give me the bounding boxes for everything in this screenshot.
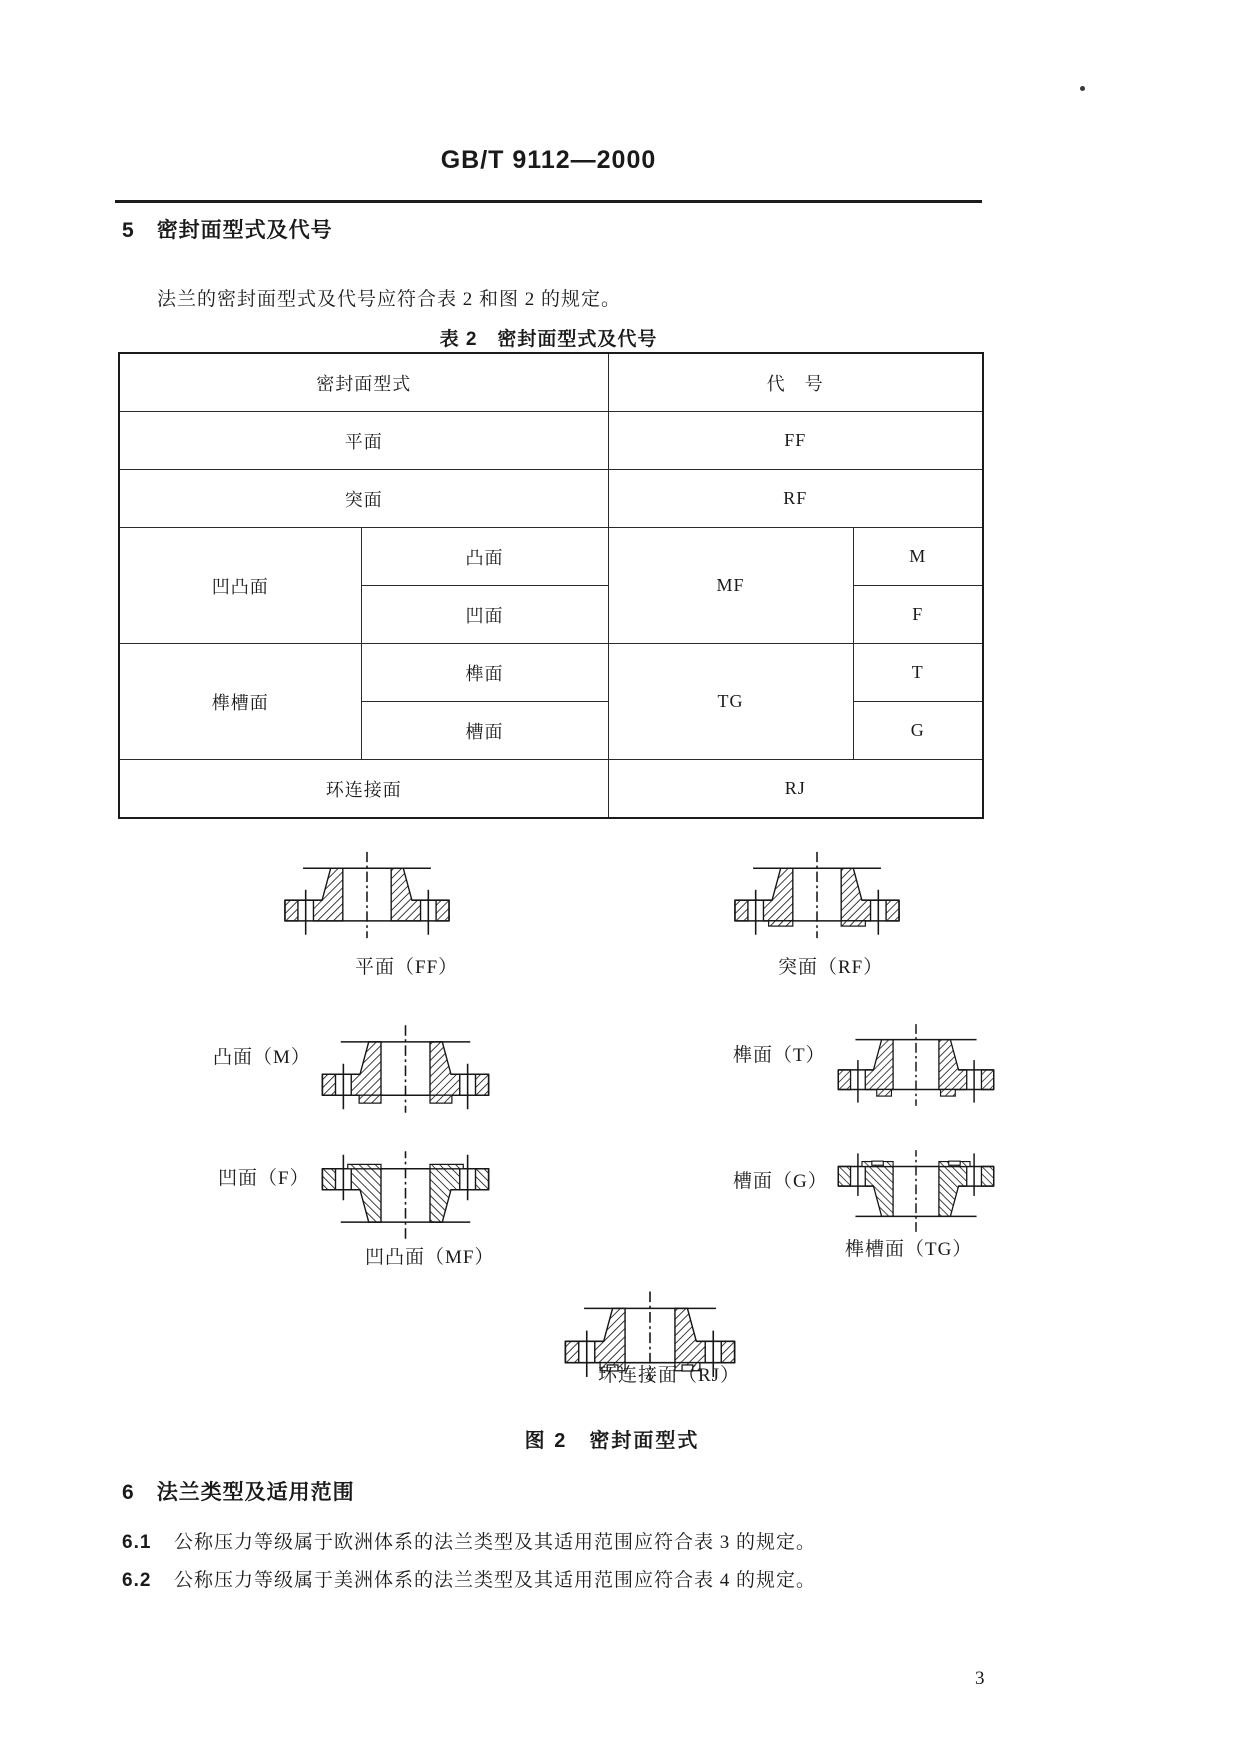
cell-mf-male: 凸面 bbox=[361, 528, 608, 586]
cell-raised-code: RF bbox=[608, 470, 983, 528]
cell-flat-code: FF bbox=[608, 412, 983, 470]
cell-raised-type: 突面 bbox=[119, 470, 608, 528]
flange-diagram-g bbox=[826, 1142, 1006, 1240]
figure-label-t: 榫面（T） bbox=[733, 1045, 826, 1066]
section-6-title: 法兰类型及适用范围 bbox=[156, 1481, 355, 1504]
header-cell-code: 代 号 bbox=[608, 353, 983, 412]
cell-mf-code: MF bbox=[608, 528, 853, 644]
page-number: 3 bbox=[975, 1668, 985, 1689]
flange-diagram-t bbox=[826, 1016, 1006, 1114]
clause-6-1 bbox=[122, 1527, 816, 1554]
figure-label-rj: 环连接面（RJ） bbox=[598, 1365, 741, 1386]
table-row bbox=[119, 412, 983, 470]
table-row bbox=[119, 760, 983, 819]
cell-tg-tongue: 榫面 bbox=[361, 644, 608, 702]
cell-tg-code: TG bbox=[608, 644, 853, 760]
cell-tg-tongue-code: T bbox=[853, 644, 983, 702]
cell-mf-male-code: M bbox=[853, 528, 983, 586]
clause-6-2 bbox=[122, 1565, 816, 1592]
cell-mf-group: 凹凸面 bbox=[119, 528, 361, 644]
cell-mf-female: 凹面 bbox=[361, 586, 608, 644]
flange-diagram-f bbox=[308, 1146, 503, 1244]
cell-tg-groove: 槽面 bbox=[361, 702, 608, 760]
flange-diagram-ff bbox=[272, 846, 462, 944]
clause-6-2-number: 6.2 bbox=[122, 1570, 152, 1591]
header-rule bbox=[115, 200, 982, 203]
figure-label-rf: 突面（RF） bbox=[778, 957, 884, 978]
figure-label-mf: 凹凸面（MF） bbox=[365, 1247, 495, 1268]
cell-tg-group: 榫槽面 bbox=[119, 644, 361, 760]
table-row bbox=[119, 528, 983, 586]
section-5-heading bbox=[122, 214, 333, 244]
figure-label-m: 凸面（M） bbox=[213, 1047, 311, 1068]
intro-paragraph: 法兰的密封面型式及代号应符合表 2 和图 2 的规定。 bbox=[157, 289, 622, 310]
table-row bbox=[119, 470, 983, 528]
standard-number-header: GB/T 9112—2000 bbox=[440, 146, 657, 174]
cell-ring-type: 环连接面 bbox=[119, 760, 608, 819]
cell-tg-groove-code: G bbox=[853, 702, 983, 760]
table-2 bbox=[118, 352, 984, 819]
figure-2-caption: 图 2 密封面型式 bbox=[524, 1430, 700, 1452]
cell-mf-female-code: F bbox=[853, 586, 983, 644]
clause-6-1-number: 6.1 bbox=[122, 1532, 152, 1553]
cell-ring-code: RJ bbox=[608, 760, 983, 819]
flange-diagram-m bbox=[308, 1020, 503, 1118]
table-2-caption: 表 2 密封面型式及代号 bbox=[439, 329, 658, 350]
figure-label-ff: 平面（FF） bbox=[355, 957, 459, 978]
cell-flat-type: 平面 bbox=[119, 412, 608, 470]
table-row bbox=[119, 644, 983, 702]
scan-artifact-dot bbox=[1080, 86, 1085, 91]
clause-6-2-text: 公称压力等级属于美洲体系的法兰类型及其适用范围应符合表 4 的规定。 bbox=[174, 1570, 817, 1591]
section-5-title: 密封面型式及代号 bbox=[156, 219, 333, 242]
table-row bbox=[119, 353, 983, 412]
header-cell-type: 密封面型式 bbox=[119, 353, 608, 412]
flange-diagram-rf bbox=[722, 846, 912, 944]
clause-6-1-text: 公称压力等级属于欧洲体系的法兰类型及其适用范围应符合表 3 的规定。 bbox=[174, 1532, 817, 1553]
figure-label-tg: 榫槽面（TG） bbox=[845, 1239, 973, 1260]
figure-label-f: 凹面（F） bbox=[218, 1168, 310, 1189]
section-6-number: 6 bbox=[122, 1481, 135, 1504]
figure-label-g: 槽面（G） bbox=[733, 1171, 828, 1192]
section-5-number: 5 bbox=[122, 219, 135, 242]
section-6-heading bbox=[122, 1476, 355, 1506]
